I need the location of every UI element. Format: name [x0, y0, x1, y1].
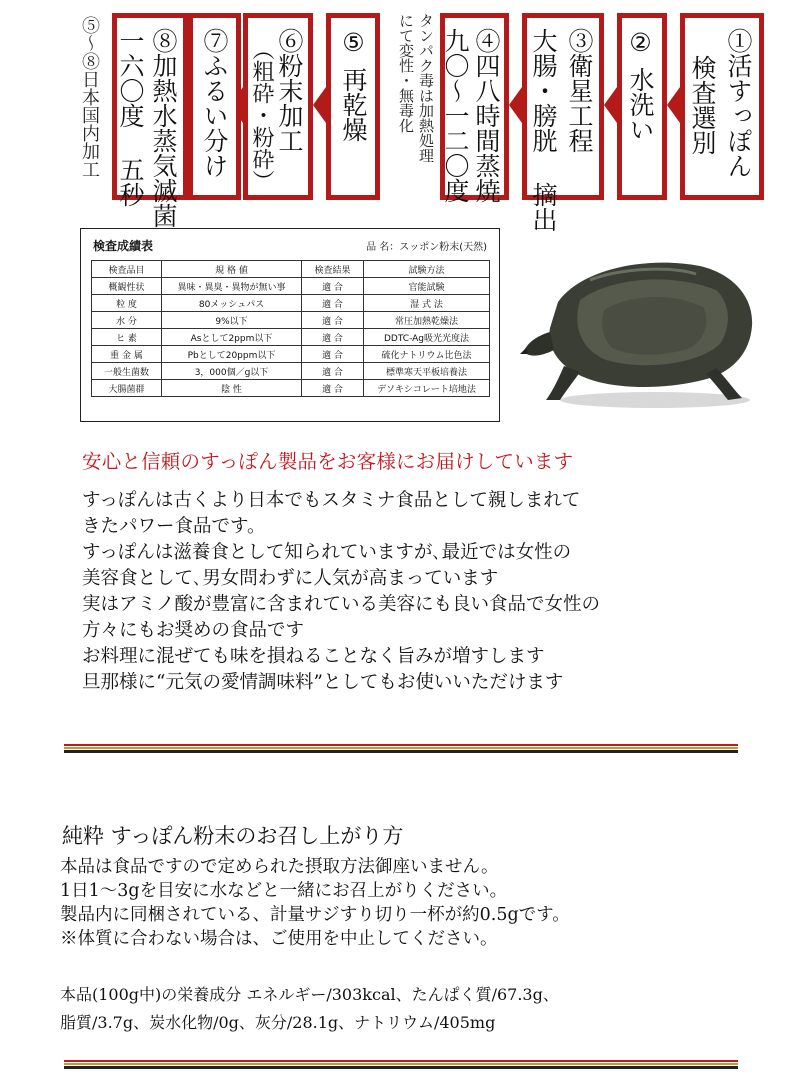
table-cell: 粒 度	[92, 295, 162, 312]
step-1-line-2: 検査選別	[688, 55, 717, 155]
table-cell: 適 合	[302, 278, 364, 295]
softshell-turtle-image	[520, 240, 760, 410]
usage-section-title: 純粋 すっぽん粉末のお召し上がり方	[62, 824, 404, 848]
inspection-report	[80, 228, 500, 422]
nutrition-info	[60, 981, 559, 1037]
table-cell: 適 合	[302, 346, 364, 363]
table-row	[92, 278, 490, 295]
table-cell: DDTC-Ag吸光光度法	[364, 329, 490, 346]
description-line: すっぽんは古くより日本でもスタミナ食品として親しまれて	[82, 490, 581, 511]
step-arrow	[604, 87, 617, 123]
header-cell: 試験方法	[364, 261, 490, 278]
nutrition-line: 脂質/3.7g、炭水化物/0g、灰分/28.1g、ナトリウム/405mg	[60, 1013, 496, 1032]
table-cell: 3，000個／g以下	[162, 363, 302, 380]
table-cell: 9%以下	[162, 312, 302, 329]
step-8-line-2: 一六〇度 五秒	[116, 28, 145, 207]
step-6-line-2: （粗砕・粉砕）	[249, 38, 274, 192]
step-1-line-1: ①活すっぽん	[724, 28, 753, 178]
step-7-line-1: ⑦ふるい分け	[200, 28, 229, 178]
step-4-line-1: ④四八時間蒸焼	[472, 28, 501, 203]
table-cell: 適 合	[302, 329, 364, 346]
process-step-4	[440, 13, 509, 203]
usage-line: 製品内に同梱されている、計量サジすり切り一杯が約0.5gです。	[60, 905, 570, 925]
table-row	[92, 312, 490, 329]
description-line: すっぽんは滋養食として知られていますが､最近では女性の	[82, 542, 572, 563]
inspection-table	[91, 260, 490, 397]
usage-instructions	[60, 855, 570, 951]
description-line: お料理に混ぜても味を損ねることなく旨みが増すします	[82, 646, 545, 667]
step-arrow	[667, 87, 680, 123]
description-line: 美容食として､男女問わずに人気が高まっています	[82, 568, 499, 589]
header-cell: 検査結果	[302, 261, 364, 278]
step-arrow	[313, 87, 326, 123]
description-line: 方々にもお奨めの食品です	[82, 620, 305, 641]
description-line: きたパワー食品です。	[82, 516, 266, 537]
heat-note-line-1: タンパク毒は加熱処理	[417, 13, 435, 163]
description-line: 実はアミノ酸が豊富に含まれている美容にも良い食品で女性の	[82, 594, 601, 615]
process-step-2	[617, 13, 667, 200]
table-cell: 重 金 属	[92, 346, 162, 363]
table-cell: 常圧加熱乾燥法	[364, 312, 490, 329]
usage-line: ※体質に合わない場合は、ご使用を中止してください。	[60, 929, 498, 949]
table-header-row	[92, 261, 490, 278]
table-cell: 標準寒天平板培養法	[364, 363, 490, 380]
table-cell: 大腸菌群	[92, 380, 162, 397]
table-cell: 陰 性	[162, 380, 302, 397]
heat-note-line-2: にて変性・無毒化	[397, 13, 415, 133]
table-cell: 80メッシュパス	[162, 295, 302, 312]
table-cell: 概観性状	[92, 278, 162, 295]
step-4-line-2: 九〇～一二〇度	[441, 28, 470, 203]
table-cell: 適 合	[302, 312, 364, 329]
report-title: 検査成績表	[93, 239, 154, 253]
table-cell: Asとして2ppm以下	[162, 329, 302, 346]
table-cell: 湿 式 法	[364, 295, 490, 312]
table-cell: 異味・異臭・異物が無い事	[162, 278, 302, 295]
header-cell: 規 格 値	[162, 261, 302, 278]
table-row	[92, 329, 490, 346]
table-cell: 官能試験	[364, 278, 490, 295]
process-step-7	[188, 13, 241, 200]
step-8-line-1: ⑧加熱水蒸気滅菌	[149, 28, 178, 228]
step-arrow	[509, 87, 522, 123]
process-step-8	[112, 13, 188, 228]
table-cell: Pbとして20ppm以下	[162, 346, 302, 363]
step-5-line-1: ⑤再乾燥	[339, 28, 368, 142]
decorative-divider	[64, 744, 738, 753]
step-3-line-2: 大腸・膀胱 摘出	[529, 28, 558, 232]
step-3-line-1: ③衛星工程	[565, 28, 594, 153]
headline: 安心と信頼のすっぽん製品をお客様にお届けしています	[82, 450, 574, 473]
process-step-3	[522, 13, 604, 232]
process-step-6	[243, 13, 313, 200]
header-cell: 検査品目	[92, 261, 162, 278]
table-cell: 適 合	[302, 380, 364, 397]
description-paragraph	[82, 488, 600, 696]
table-cell: 一般生菌数	[92, 363, 162, 380]
usage-line: 本品は食品ですので定められた摂取方法御座いません。	[60, 857, 499, 877]
table-row	[92, 295, 490, 312]
table-cell: デソキシコレート培地法	[364, 380, 490, 397]
nutrition-line: 本品(100g中)の栄養成分 エネルギー/303kcal、たんぱく質/67.3g、	[60, 985, 559, 1004]
description-line: 旦那様に“元気の愛情調味料”としてもお使いいただけます	[82, 672, 564, 693]
report-product-name: 品 名：スッポン粉末(天然)	[366, 242, 487, 253]
process-step-1	[680, 13, 764, 200]
decorative-divider	[64, 1060, 738, 1069]
table-row	[92, 346, 490, 363]
table-cell: 適 合	[302, 363, 364, 380]
table-cell: 適 合	[302, 295, 364, 312]
table-cell: 水 分	[92, 312, 162, 329]
step-2-line-1: ②水洗い	[626, 28, 655, 142]
process-step-5	[326, 13, 380, 200]
domestic-processing-note: ⑤～⑧日本国内加工	[79, 16, 100, 178]
usage-line: 1日1～3gを目安に水などと一緒にお召上がりください。	[60, 881, 508, 901]
table-row	[92, 380, 490, 397]
table-cell: ヒ 素	[92, 329, 162, 346]
step-6-line-1: ⑥粉末加工	[275, 28, 304, 153]
table-cell: 硫化ナトリウム比色法	[364, 346, 490, 363]
table-row	[92, 363, 490, 380]
